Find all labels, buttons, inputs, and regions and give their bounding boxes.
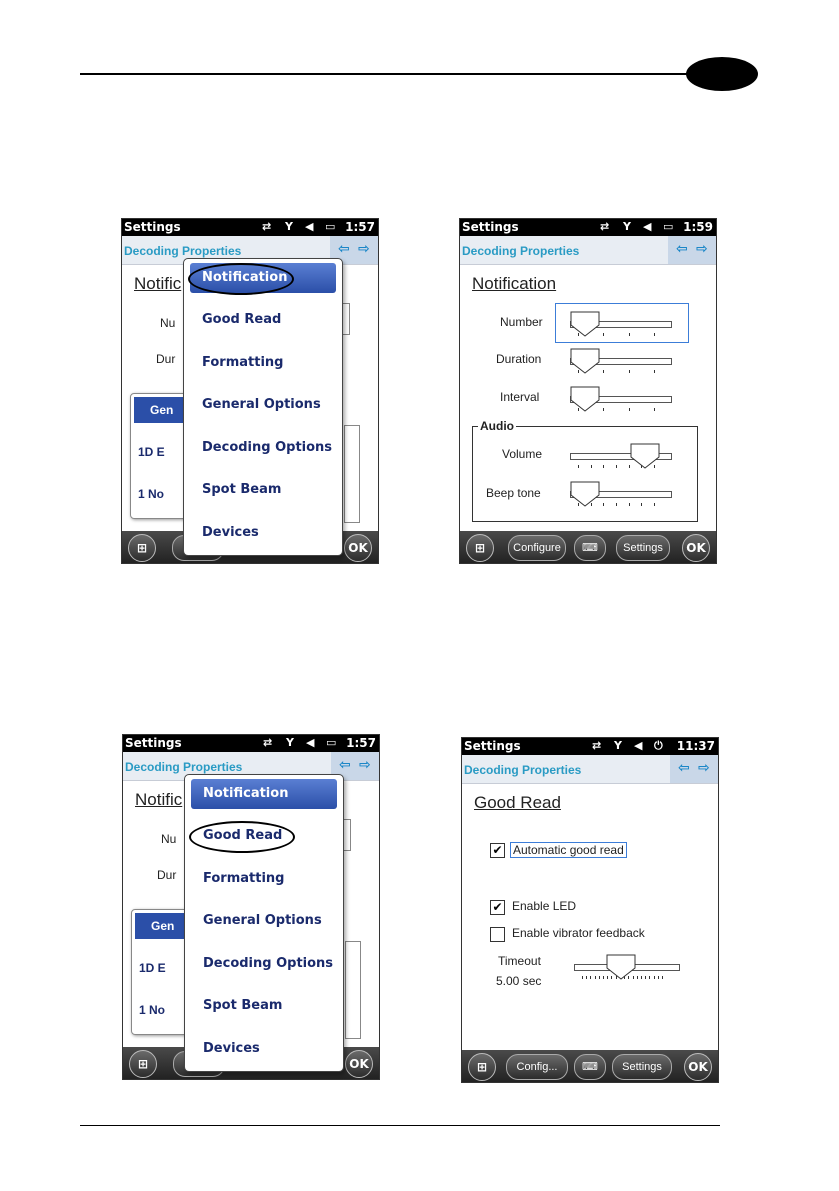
taskbar bbox=[462, 1050, 718, 1082]
page-title: Good Read bbox=[474, 793, 561, 812]
ok-button[interactable]: OK bbox=[682, 534, 710, 562]
slider-tick bbox=[599, 976, 600, 979]
settings-button[interactable]: Settings bbox=[616, 535, 670, 561]
slider-thumb[interactable] bbox=[606, 954, 636, 980]
subheader-title: Decoding Properties bbox=[125, 760, 243, 774]
behind-label: 1D E bbox=[139, 961, 166, 975]
ok-button[interactable]: OK bbox=[344, 534, 372, 562]
slider-label: Interval bbox=[500, 390, 540, 404]
signal-icon: Y bbox=[623, 220, 631, 233]
slider-tick bbox=[641, 976, 642, 979]
slider-tick bbox=[603, 370, 604, 373]
windows-start-icon[interactable]: ⊞ bbox=[466, 534, 494, 562]
slider-tick bbox=[603, 976, 604, 979]
menu-item-spot-beam[interactable]: Spot Beam bbox=[202, 482, 282, 497]
status-bar bbox=[462, 738, 718, 755]
status-title: Settings bbox=[125, 736, 182, 750]
slider-tick bbox=[654, 503, 655, 506]
property-menu bbox=[183, 258, 343, 556]
sync-icon: ⇄ bbox=[263, 736, 273, 749]
menu-item-notification[interactable]: Notification bbox=[191, 779, 337, 809]
menu-item-general-options[interactable]: General Options bbox=[203, 913, 322, 928]
behind-label: 1 No bbox=[139, 1003, 166, 1017]
menu-item-spot-beam[interactable]: Spot Beam bbox=[203, 998, 283, 1013]
screen-notification bbox=[459, 218, 717, 564]
forward-arrow-icon[interactable]: ⇨ bbox=[359, 757, 371, 773]
status-title: Settings bbox=[464, 739, 521, 753]
slider-thumb[interactable] bbox=[630, 443, 660, 469]
menu-item-devices[interactable]: Devices bbox=[202, 525, 259, 540]
page-title: Notification bbox=[472, 274, 557, 293]
slider-tick bbox=[637, 976, 638, 979]
slider-tick bbox=[591, 465, 592, 468]
screen-good-read bbox=[461, 737, 719, 1083]
behind-tab-label: Gen bbox=[151, 919, 175, 933]
back-arrow-icon[interactable]: ⇦ bbox=[339, 757, 351, 773]
power-icon: ⏻ bbox=[654, 739, 663, 752]
behind-tab-label: Gen bbox=[150, 403, 174, 417]
slider-tick bbox=[586, 976, 587, 979]
status-bar bbox=[122, 219, 378, 236]
status-bar bbox=[123, 735, 379, 752]
menu-item-decoding-options[interactable]: Decoding Options bbox=[202, 440, 333, 455]
slider-tick bbox=[590, 976, 591, 979]
slider-tick bbox=[645, 976, 646, 979]
highlight-ellipse bbox=[189, 821, 295, 853]
back-arrow-icon[interactable]: ⇦ bbox=[338, 241, 350, 257]
ok-button[interactable]: OK bbox=[345, 1050, 373, 1078]
slider-thumb[interactable] bbox=[570, 481, 600, 507]
timeout-label: Timeout bbox=[498, 954, 541, 968]
slider-tick bbox=[641, 503, 642, 506]
slider-tick bbox=[603, 503, 604, 506]
back-arrow-icon[interactable]: ⇦ bbox=[678, 760, 690, 776]
status-time: 1:57 bbox=[345, 220, 375, 234]
subheader-title: Decoding Properties bbox=[462, 244, 580, 258]
slider-label: Duration bbox=[496, 352, 542, 366]
audio-group bbox=[472, 426, 698, 522]
slider-tick bbox=[582, 976, 583, 979]
enable-vibrator-checkbox[interactable] bbox=[490, 927, 505, 942]
behind-label: Dur bbox=[156, 352, 176, 366]
sync-icon: ⇄ bbox=[592, 739, 602, 752]
status-time: 1:57 bbox=[346, 736, 376, 750]
keyboard-icon[interactable]: ⌨ bbox=[574, 535, 606, 561]
configure-button[interactable]: Config... bbox=[506, 1054, 568, 1080]
menu-item-formatting[interactable]: Formatting bbox=[203, 871, 285, 886]
page-title: Notific bbox=[135, 790, 183, 809]
slider-tick bbox=[649, 976, 650, 979]
enable-led-label[interactable]: Enable LED bbox=[512, 899, 577, 913]
audio-group-label: Audio bbox=[480, 419, 514, 433]
slider-tick bbox=[658, 976, 659, 979]
signal-icon: Y bbox=[286, 736, 294, 749]
slider-tick bbox=[603, 408, 604, 411]
sync-icon: ⇄ bbox=[600, 220, 610, 233]
slider-tick bbox=[654, 333, 655, 336]
forward-arrow-icon[interactable]: ⇨ bbox=[698, 760, 710, 776]
automatic-good-read-checkbox[interactable]: ✔ bbox=[490, 843, 505, 858]
slider-tick bbox=[578, 465, 579, 468]
signal-icon: Y bbox=[285, 220, 293, 233]
menu-item-devices[interactable]: Devices bbox=[203, 1041, 260, 1056]
slider-tick bbox=[629, 408, 630, 411]
slider-label: Number bbox=[500, 315, 543, 329]
enable-vibrator-label[interactable]: Enable vibrator feedback bbox=[512, 926, 645, 940]
volume-muted-icon: ◀ bbox=[634, 739, 643, 752]
menu-item-formatting[interactable]: Formatting bbox=[202, 355, 284, 370]
menu-item-good-read[interactable]: Good Read bbox=[203, 828, 283, 843]
behind-label: Nu bbox=[160, 316, 176, 330]
slider-tick bbox=[662, 976, 663, 979]
page-title: Notific bbox=[134, 274, 182, 293]
slider-tick bbox=[654, 408, 655, 411]
forward-arrow-icon[interactable]: ⇨ bbox=[696, 241, 708, 257]
slider-tick bbox=[616, 465, 617, 468]
status-bar bbox=[460, 219, 716, 236]
slider-tick bbox=[603, 465, 604, 468]
battery-icon: ▭ bbox=[326, 736, 337, 749]
subheader-title: Decoding Properties bbox=[124, 244, 242, 258]
property-menu bbox=[184, 774, 344, 1072]
settings-button[interactable]: Settings bbox=[612, 1054, 672, 1080]
header-rule bbox=[80, 73, 700, 75]
keyboard-icon[interactable]: ⌨ bbox=[574, 1054, 606, 1080]
volume-muted-icon: ◀ bbox=[306, 736, 315, 749]
slider-tick bbox=[654, 370, 655, 373]
slider-label: Beep tone bbox=[486, 486, 541, 500]
slider-tick bbox=[616, 503, 617, 506]
status-title: Settings bbox=[462, 220, 519, 234]
slider-tick bbox=[654, 976, 655, 979]
forward-arrow-icon[interactable]: ⇨ bbox=[358, 241, 370, 257]
status-title: Settings bbox=[124, 220, 181, 234]
back-arrow-icon[interactable]: ⇦ bbox=[676, 241, 688, 257]
slider-tick bbox=[629, 503, 630, 506]
menu-item-decoding-options[interactable]: Decoding Options bbox=[203, 956, 334, 971]
slider-tick bbox=[629, 370, 630, 373]
slider-label: Volume bbox=[502, 447, 543, 461]
slider-thumb[interactable] bbox=[570, 311, 600, 337]
ok-button[interactable]: OK bbox=[684, 1053, 712, 1081]
windows-start-icon[interactable]: ⊞ bbox=[468, 1053, 496, 1081]
page-number-badge bbox=[686, 57, 758, 91]
windows-start-icon[interactable]: ⊞ bbox=[129, 1050, 157, 1078]
volume-muted-icon: ◀ bbox=[643, 220, 652, 233]
subheader bbox=[462, 755, 718, 784]
configure-button[interactable]: Configure bbox=[508, 535, 566, 561]
battery-icon: ▭ bbox=[325, 220, 336, 233]
sync-icon: ⇄ bbox=[262, 220, 272, 233]
slider-thumb[interactable] bbox=[570, 386, 600, 412]
automatic-good-read-label[interactable]: Automatic good read bbox=[510, 842, 627, 858]
behind-panel bbox=[345, 941, 361, 1039]
battery-icon: ▭ bbox=[663, 220, 674, 233]
highlight-ellipse bbox=[188, 263, 294, 295]
windows-start-icon[interactable]: ⊞ bbox=[128, 534, 156, 562]
behind-label: 1 No bbox=[138, 487, 165, 501]
volume-muted-icon: ◀ bbox=[305, 220, 314, 233]
footer-rule bbox=[80, 1125, 720, 1126]
subheader bbox=[460, 236, 716, 265]
taskbar bbox=[460, 531, 716, 563]
status-time: 11:37 bbox=[676, 739, 715, 753]
slider-tick bbox=[603, 333, 604, 336]
slider-tick bbox=[595, 976, 596, 979]
menu-item-general-options[interactable]: General Options bbox=[202, 397, 321, 412]
behind-panel bbox=[344, 425, 360, 523]
slider-tick bbox=[629, 333, 630, 336]
subheader-title: Decoding Properties bbox=[464, 763, 582, 777]
menu-item-notification[interactable]: Notification bbox=[190, 263, 336, 293]
menu-item-good-read[interactable]: Good Read bbox=[202, 312, 282, 327]
timeout-value: 5.00 sec bbox=[496, 974, 542, 988]
behind-label: Nu bbox=[161, 832, 177, 846]
nav-arrows bbox=[668, 236, 716, 264]
signal-icon: Y bbox=[614, 739, 622, 752]
enable-led-checkbox[interactable]: ✔ bbox=[490, 900, 505, 915]
slider-thumb[interactable] bbox=[570, 348, 600, 374]
behind-label: 1D E bbox=[138, 445, 165, 459]
status-time: 1:59 bbox=[683, 220, 713, 234]
behind-label: Dur bbox=[157, 868, 177, 882]
nav-arrows bbox=[670, 755, 718, 783]
